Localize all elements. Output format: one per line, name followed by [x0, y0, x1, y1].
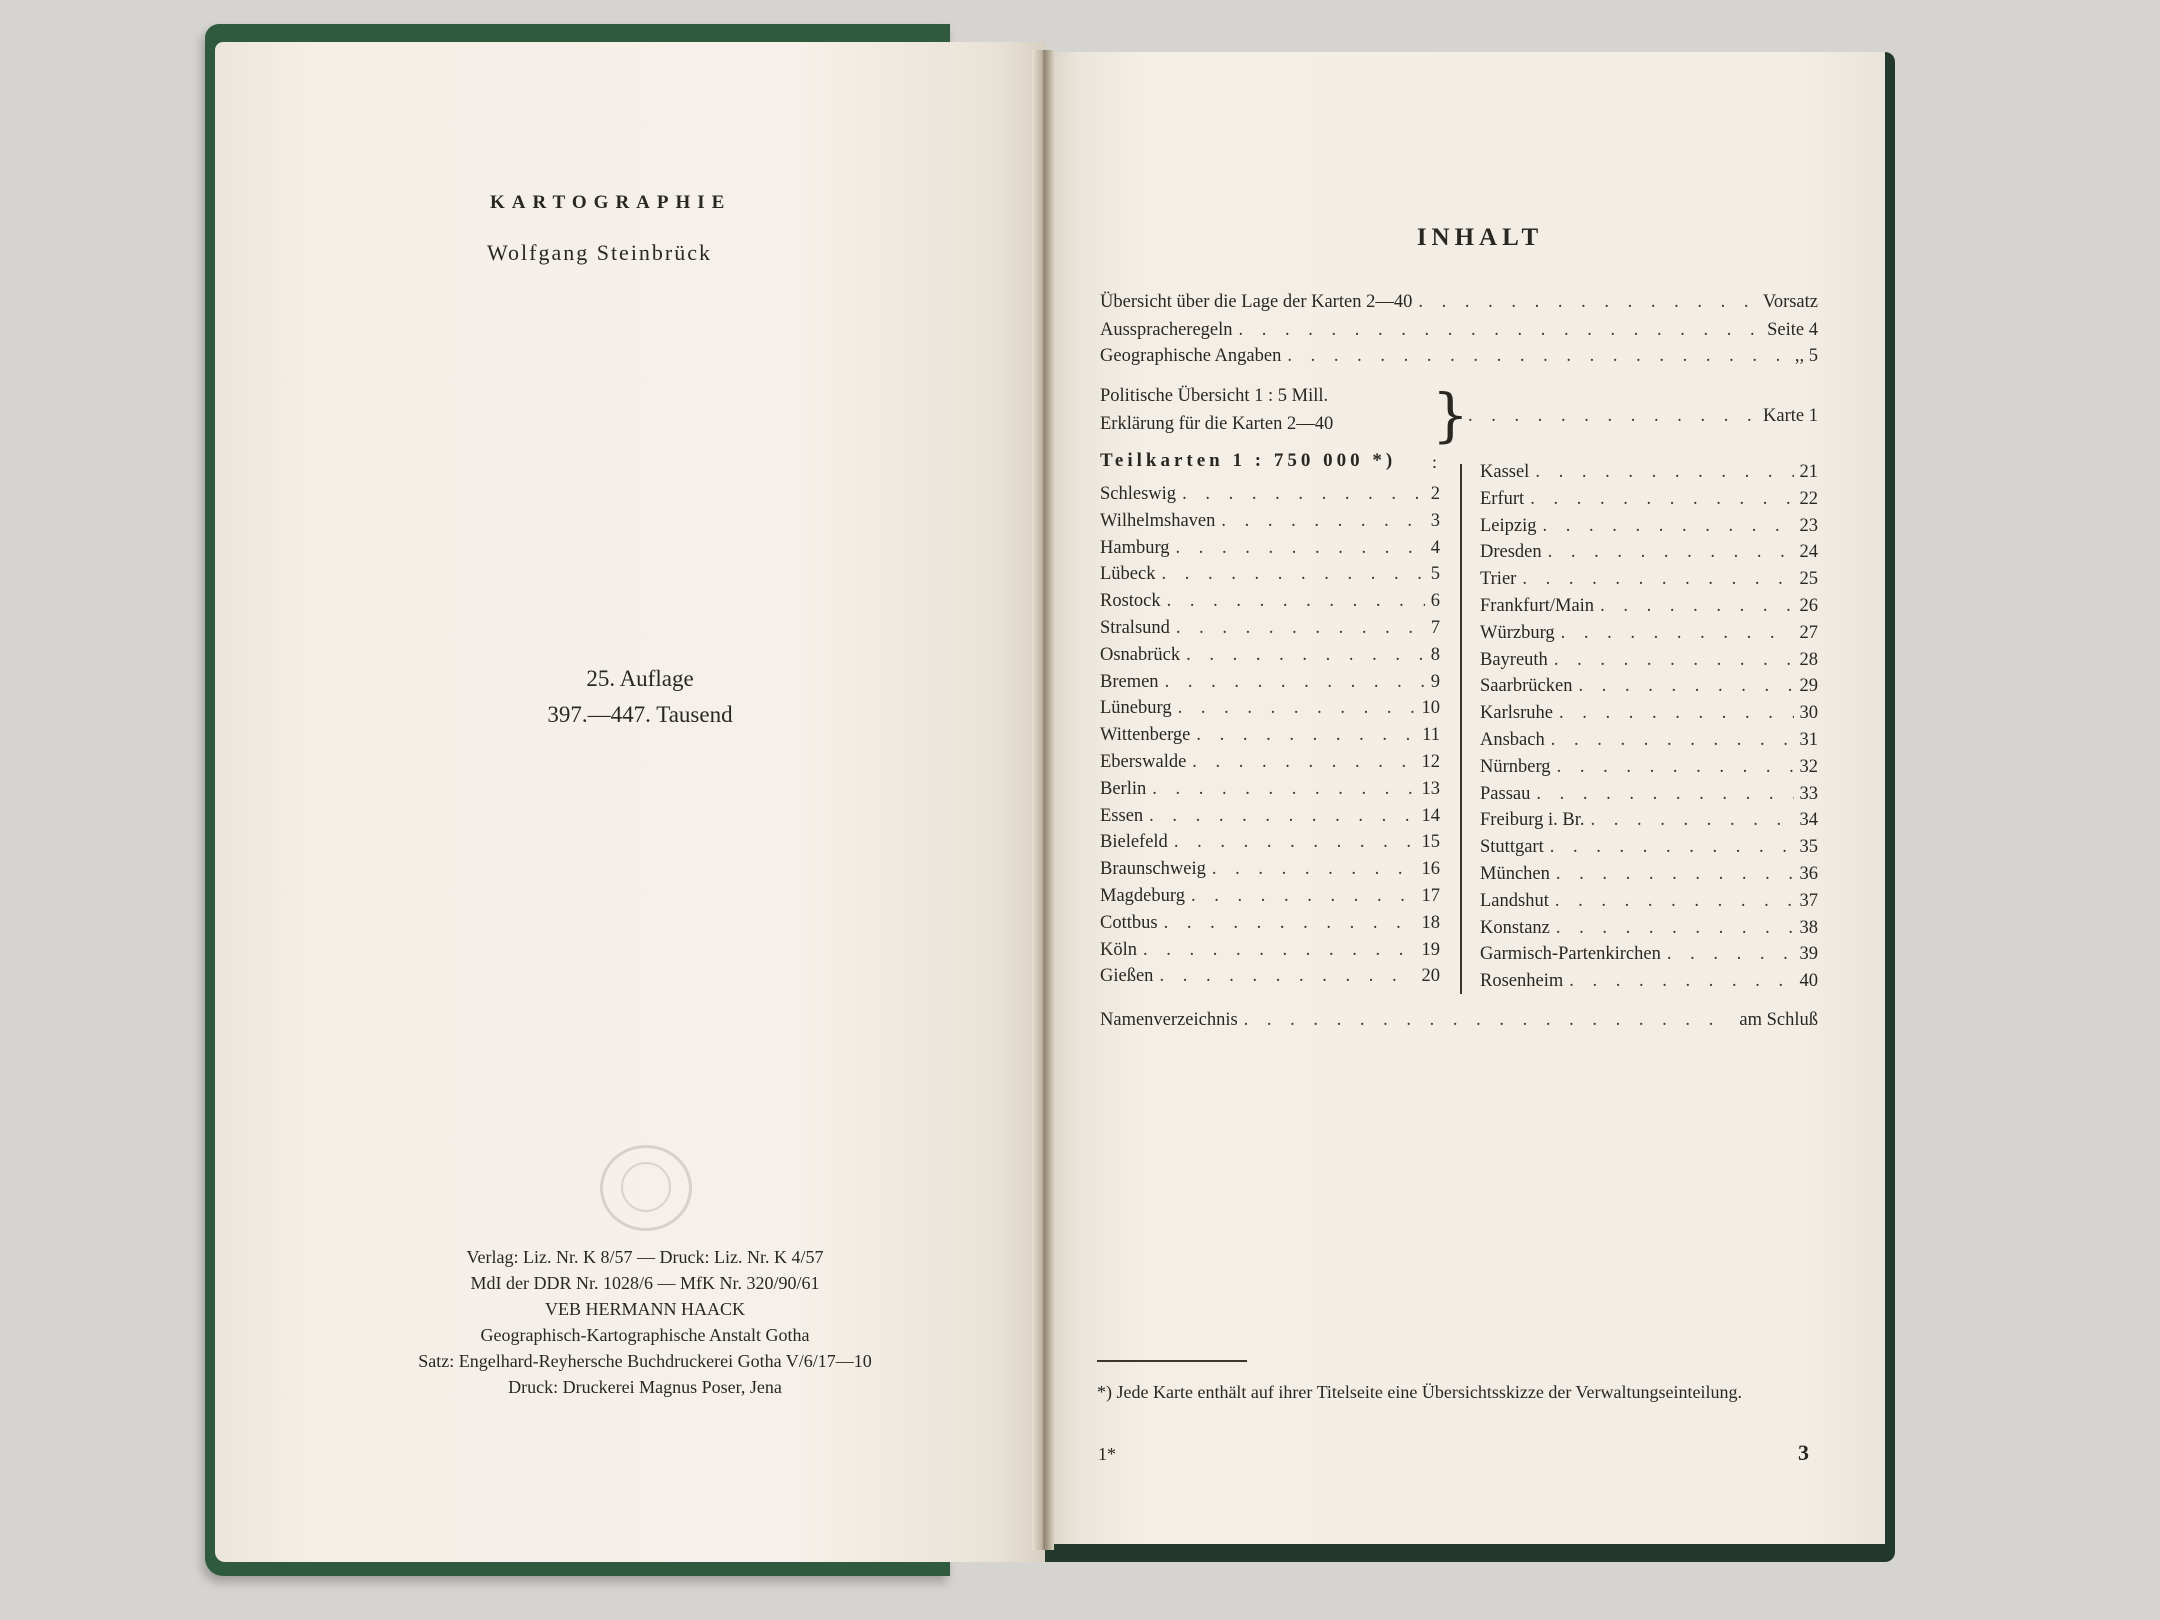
toc-value: 18: [1421, 912, 1440, 933]
leader-dots: [1591, 810, 1794, 831]
book-gutter: [1032, 50, 1054, 1550]
toc-value: Karte 1: [1763, 406, 1818, 426]
leader-dots: [1543, 516, 1794, 537]
toc-value: 13: [1421, 778, 1440, 799]
toc-entry: [1480, 891, 1818, 912]
toc-value: 20: [1421, 966, 1440, 987]
leader-dots: [1176, 538, 1425, 559]
print-run: 397.—447. Tausend: [547, 702, 733, 727]
toc-value: 4: [1430, 537, 1440, 558]
leader-dots: [1149, 806, 1415, 827]
toc-entry: [1480, 944, 1818, 965]
toc-entry: [1100, 511, 1440, 532]
toc-value: 16: [1421, 859, 1440, 880]
toc-entry: [1480, 971, 1818, 992]
leader-dots: [1176, 618, 1425, 639]
toc-value: 40: [1799, 971, 1818, 992]
toc-entry: [1100, 618, 1440, 639]
leader-dots: [1191, 886, 1416, 907]
toc-entry: [1100, 1010, 1818, 1031]
toc-entry: [1100, 752, 1440, 773]
toc-label: Passau: [1480, 783, 1531, 804]
toc-entry: [1480, 516, 1818, 537]
toc-label: Essen: [1100, 805, 1144, 826]
toc-entry: [1480, 489, 1818, 510]
toc-value: 34: [1799, 810, 1818, 831]
toc-value: 11: [1422, 725, 1440, 746]
toc-entry: [1100, 832, 1440, 853]
toc-label: Nürnberg: [1480, 756, 1551, 777]
toc-label: Namenverzeichnis: [1100, 1010, 1238, 1030]
toc-entry: [1100, 698, 1440, 719]
edition: 25. Auflage: [586, 666, 694, 691]
toc-label: Stralsund: [1100, 618, 1170, 638]
toc-value: 8: [1430, 644, 1440, 665]
toc-entry: [1480, 650, 1818, 671]
toc-entry: [1100, 346, 1818, 367]
toc-entry: [1100, 913, 1440, 934]
toc-entry: [1100, 645, 1440, 666]
toc-value: 32: [1799, 756, 1818, 777]
leader-dots: [1196, 725, 1416, 746]
toc-label: Schleswig: [1100, 484, 1177, 504]
toc-entry: [1480, 462, 1818, 483]
toc-entry: [1100, 859, 1440, 880]
toc-entry: [1480, 730, 1818, 751]
toc-label: Gießen: [1100, 966, 1154, 987]
leader-dots: [1143, 940, 1416, 961]
imprint-line: Geographisch-Kartographische Anstalt Gotha: [480, 1325, 810, 1345]
toc-label: Lüneburg: [1100, 698, 1172, 719]
imprint-line: Verlag: Liz. Nr. K 8/57 — Druck: Liz. Nr. K 4/57: [466, 1247, 824, 1267]
leader-dots: [1418, 292, 1757, 313]
toc-label: Geographische Angaben: [1100, 346, 1282, 366]
toc-entry: [1480, 757, 1818, 778]
toc-entry: [1100, 320, 1818, 341]
toc-label: Wittenberge: [1100, 725, 1191, 746]
toc-value: 10: [1421, 698, 1440, 719]
toc-label: Landshut: [1480, 890, 1549, 911]
page-number: 3: [1798, 1440, 1809, 1465]
toc-label: Bayreuth: [1480, 649, 1548, 670]
leader-dots: [1667, 944, 1794, 965]
leader-dots: [1600, 596, 1793, 617]
toc-label: Bremen: [1100, 671, 1159, 692]
toc-value: Seite 4: [1767, 320, 1818, 340]
toc-entry: [1480, 596, 1818, 617]
leader-dots: [1167, 591, 1425, 612]
toc-label: Würzburg: [1480, 622, 1555, 643]
toc-entry: [1100, 591, 1440, 612]
leader-dots: [1221, 511, 1424, 532]
toc-value: am Schluß: [1739, 1010, 1818, 1030]
toc-label: Cottbus: [1100, 912, 1158, 933]
toc-entry: [1100, 292, 1818, 313]
toc-label: Köln: [1100, 939, 1137, 960]
toc-label: Erklärung für die Karten 2—40: [1100, 414, 1334, 434]
toc-entry: [1480, 810, 1818, 831]
toc-entry: [1100, 886, 1440, 907]
toc-value: ,, 5: [1794, 346, 1818, 366]
leader-dots: [1159, 966, 1415, 987]
series-label: KARTOGRAPHIE: [490, 192, 732, 213]
toc-value: 35: [1799, 837, 1818, 858]
leader-dots: [1174, 832, 1416, 853]
leader-dots: [1530, 489, 1793, 510]
toc-label: Leipzig: [1480, 515, 1537, 536]
leader-dots: [1522, 569, 1793, 590]
toc-label: Eberswalde: [1100, 752, 1187, 772]
leader-dots: [1165, 672, 1425, 693]
toc-label: Kassel: [1480, 462, 1530, 482]
toc-label: Hamburg: [1100, 537, 1170, 558]
toc-value: 21: [1799, 462, 1818, 482]
toc-entry: [1480, 703, 1818, 724]
footnote: *) Jede Karte enthält auf ihrer Titelseite eine Übersichtsskizze der Verwaltungseinteilung.: [1097, 1382, 1742, 1402]
leader-dots: [1557, 757, 1794, 778]
toc-label: Braunschweig: [1100, 859, 1206, 880]
toc-value: 17: [1421, 886, 1440, 906]
toc-entry: [1100, 672, 1440, 693]
toc-label: Stuttgart: [1480, 837, 1544, 858]
toc-value: 3: [1430, 510, 1440, 531]
leader-dots: [1535, 462, 1793, 483]
leader-dots: [1556, 864, 1794, 885]
toc-entry: [1100, 806, 1440, 827]
toc-value: 38: [1799, 917, 1818, 938]
toc-value: Vorsatz: [1762, 292, 1818, 312]
toc-entry: [1100, 779, 1440, 800]
toc-label: Trier: [1480, 569, 1517, 590]
leader-dots: [1244, 1010, 1734, 1031]
toc-entry: [1462, 406, 1818, 427]
leader-dots: [1287, 346, 1789, 367]
toc-label: Rosenheim: [1480, 971, 1564, 992]
toc-label: Garmisch-Partenkirchen: [1480, 944, 1661, 965]
toc-entry: [1100, 725, 1440, 746]
toc-value: 14: [1421, 805, 1440, 826]
toc-value: 25: [1799, 569, 1818, 590]
leader-dots: [1186, 645, 1425, 666]
toc-label: Konstanz: [1480, 917, 1550, 938]
leader-dots: [1178, 698, 1416, 719]
toc-label: Lübeck: [1100, 564, 1156, 585]
leader-dots: [1192, 752, 1415, 773]
toc-label: Frankfurt/Main: [1480, 596, 1595, 616]
footnote-rule: [1097, 1360, 1247, 1362]
toc-entry: [1480, 623, 1818, 644]
leader-dots: [1569, 971, 1793, 992]
leader-dots: [1536, 784, 1793, 805]
teilkarten-heading: Teilkarten 1 : 750 000 *): [1100, 450, 1397, 471]
toc-value: 22: [1799, 488, 1818, 509]
toc-value: 24: [1799, 542, 1818, 563]
toc-value: 2: [1430, 484, 1440, 504]
toc-value: 26: [1799, 596, 1818, 616]
leader-dots: [1548, 542, 1794, 563]
leader-dots: [1239, 320, 1762, 341]
leader-dots: [1161, 564, 1424, 585]
column-separator-colon: :: [1432, 452, 1438, 472]
toc-entry: [1100, 940, 1440, 961]
leader-dots: [1578, 676, 1793, 697]
toc-label: Osnabrück: [1100, 644, 1181, 665]
publisher-emblem-icon: [600, 1145, 692, 1231]
toc-entry: [1100, 564, 1440, 585]
toc-value: 27: [1799, 622, 1818, 643]
leader-dots: [1164, 913, 1416, 934]
leader-dots: [1551, 730, 1794, 751]
toc-value: 30: [1799, 703, 1818, 724]
toc-entry: [1480, 542, 1818, 563]
toc-entry: [1100, 414, 1333, 435]
imprint-line: Druck: Druckerei Magnus Poser, Jena: [508, 1377, 782, 1397]
imprint-line: VEB HERMANN HAACK: [544, 1299, 745, 1319]
leader-dots: [1556, 918, 1794, 939]
toc-label: Ausspracheregeln: [1100, 320, 1233, 340]
toc-value: 9: [1430, 671, 1440, 692]
imprint-block: [315, 1244, 975, 1400]
toc-value: 39: [1799, 944, 1818, 965]
toc-value: 5: [1430, 564, 1440, 585]
toc-label: Berlin: [1100, 778, 1147, 799]
toc-entry: [1480, 837, 1818, 858]
toc-value: 36: [1799, 864, 1818, 884]
leader-dots: [1555, 891, 1794, 912]
toc-label: Freiburg i. Br.: [1480, 810, 1585, 831]
page-title: INHALT: [1416, 224, 1544, 251]
toc-entry: [1480, 784, 1818, 805]
leader-dots: [1554, 650, 1794, 671]
leader-dots: [1561, 623, 1794, 644]
toc-entry: [1100, 538, 1440, 559]
toc-entry: [1100, 386, 1328, 407]
toc-label: Dresden: [1480, 542, 1542, 563]
toc-value: 31: [1799, 730, 1818, 750]
toc-value: 12: [1421, 752, 1440, 772]
toc-label: Bielefeld: [1100, 832, 1168, 853]
toc-value: 15: [1421, 832, 1440, 853]
toc-label: Rostock: [1100, 591, 1161, 612]
brace-symbol: }: [1432, 381, 1469, 449]
leader-dots: [1182, 484, 1425, 505]
toc-label: Karlsruhe: [1480, 703, 1553, 724]
leader-dots: [1550, 837, 1794, 858]
toc-label: Politische Übersicht 1 : 5 Mill.: [1100, 386, 1329, 406]
leader-dots: [1468, 406, 1757, 427]
toc-label: Magdeburg: [1100, 886, 1185, 906]
toc-value: 29: [1799, 676, 1818, 697]
leader-dots: [1152, 779, 1415, 800]
toc-entry: [1480, 676, 1818, 697]
toc-entry: [1480, 864, 1818, 885]
imprint-line: Satz: Engelhard-Reyhersche Buchdruckerei Gotha V/6/17—10: [418, 1351, 872, 1371]
toc-value: 7: [1430, 618, 1440, 638]
toc-entry: [1100, 966, 1440, 987]
toc-entry: [1480, 918, 1818, 939]
toc-value: 19: [1421, 939, 1440, 960]
toc-label: Saarbrücken: [1480, 676, 1573, 697]
column-divider: [1460, 464, 1462, 994]
leader-dots: [1559, 703, 1794, 724]
leader-dots: [1212, 859, 1416, 880]
imprint-line: MdI der DDR Nr. 1028/6 — MfK Nr. 320/90/61: [470, 1273, 820, 1293]
toc-label: München: [1480, 864, 1550, 884]
toc-label: Wilhelmshaven: [1100, 510, 1216, 531]
toc-value: 23: [1799, 515, 1818, 536]
signature-mark: 1*: [1098, 1444, 1116, 1464]
toc-value: 6: [1430, 591, 1440, 612]
toc-entry: [1100, 484, 1440, 505]
toc-value: 33: [1799, 783, 1818, 804]
author-name: Wolfgang Steinbrück: [487, 240, 713, 265]
toc-value: 37: [1799, 890, 1818, 911]
toc-label: Ansbach: [1480, 730, 1545, 750]
toc-label: Übersicht über die Lage der Karten 2—40: [1100, 292, 1413, 312]
toc-value: 28: [1799, 649, 1818, 670]
toc-entry: [1480, 569, 1818, 590]
toc-label: Erfurt: [1480, 488, 1525, 509]
